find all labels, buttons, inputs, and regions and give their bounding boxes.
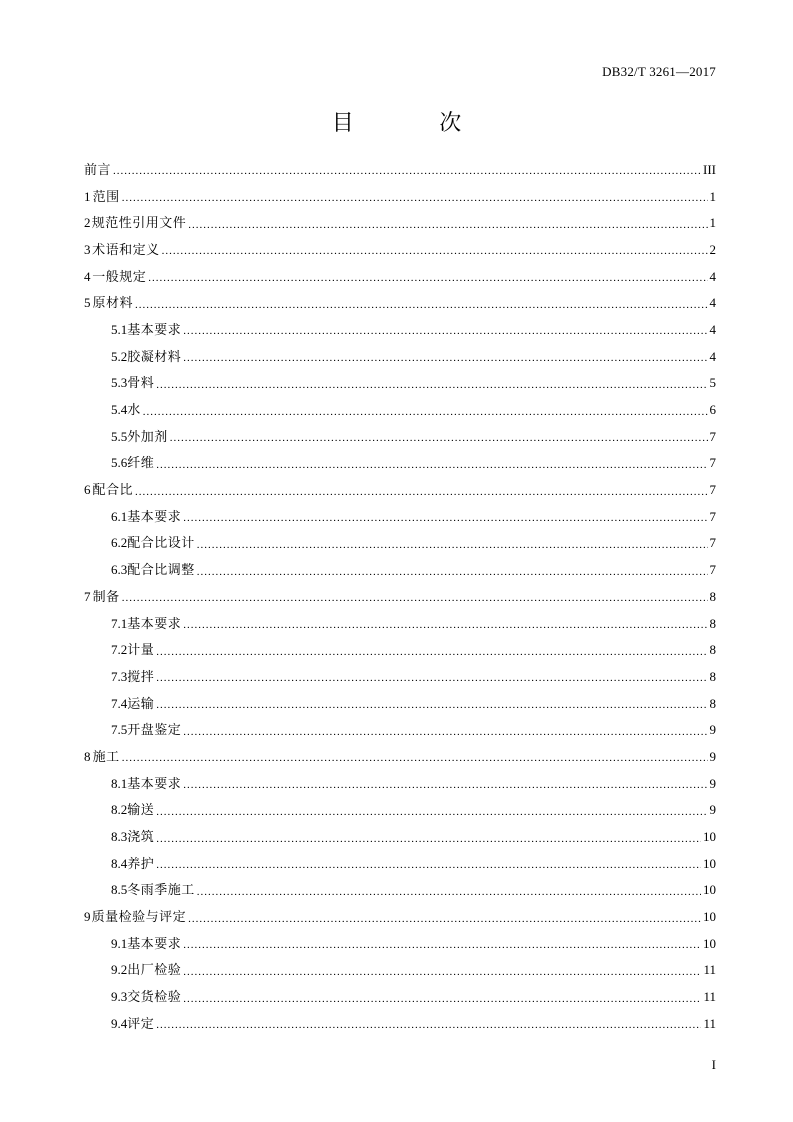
toc-leader-dots: [122, 190, 708, 204]
toc-entry-number: 8: [84, 748, 91, 764]
toc-entry-number: 5.5: [111, 428, 128, 444]
toc-entry[interactable]: [84, 823, 716, 850]
toc-entry-number: 9.4: [111, 1015, 128, 1031]
toc-entry-label: 施工: [92, 748, 120, 764]
toc-leader-dots: [156, 670, 707, 684]
toc-entry-page: 4: [709, 295, 716, 311]
toc-entry[interactable]: [84, 343, 716, 370]
toc-leader-dots: [170, 430, 708, 444]
toc-leader-dots: [143, 404, 708, 418]
toc-entry-page: 10: [703, 882, 716, 898]
toc-entry-number: 6.1: [111, 508, 128, 524]
toc-entry[interactable]: [84, 690, 716, 717]
toc-entry[interactable]: [84, 209, 716, 236]
toc-entry-number: 5.2: [111, 348, 128, 364]
toc-entry[interactable]: [84, 370, 716, 397]
toc-entry-page: 9: [709, 722, 716, 738]
toc-entry-number: 5.3: [111, 375, 128, 391]
table-of-contents: [84, 156, 716, 1037]
toc-entry-page: 10: [703, 909, 716, 925]
toc-entry-number: 7.4: [111, 695, 128, 711]
toc-leader-dots: [183, 964, 701, 978]
toc-entry[interactable]: [84, 583, 716, 610]
toc-entry-page: 11: [703, 962, 716, 978]
toc-entry[interactable]: [84, 610, 716, 637]
toc-entry[interactable]: [84, 850, 716, 877]
toc-entry-label: 浇筑: [127, 829, 155, 845]
toc-entry-number: 1: [84, 188, 91, 204]
toc-entry-number: 5.6: [111, 455, 128, 471]
toc-entry-page: 7: [709, 455, 716, 471]
toc-entry-label: 交货检验: [127, 989, 182, 1005]
toc-entry-number: 4: [84, 268, 91, 284]
toc-leader-dots: [122, 750, 708, 764]
toc-entry[interactable]: [84, 396, 716, 423]
toc-entry-label: 评定: [127, 1015, 155, 1031]
toc-leader-dots: [135, 484, 708, 498]
toc-leader-dots: [197, 564, 708, 578]
toc-entry-label: 范围: [92, 188, 120, 204]
toc-entry-label: 质量检验与评定: [91, 909, 187, 925]
toc-entry[interactable]: [84, 503, 716, 530]
toc-entry[interactable]: [84, 1010, 716, 1037]
toc-leader-dots: [183, 777, 707, 791]
toc-entry-page: 9: [709, 802, 716, 818]
toc-entry-page: 8: [709, 695, 716, 711]
toc-entry[interactable]: [84, 263, 716, 290]
toc-leader-dots: [156, 457, 707, 471]
toc-entry-label: 开盘鉴定: [127, 722, 182, 738]
toc-entry-label: 输送: [127, 802, 155, 818]
toc-entry[interactable]: [84, 957, 716, 984]
toc-leader-dots: [135, 297, 708, 311]
toc-leader-dots: [183, 724, 707, 738]
toc-entry[interactable]: [84, 450, 716, 477]
toc-entry[interactable]: [84, 556, 716, 583]
toc-leader-dots: [197, 537, 708, 551]
toc-entry-number: 7.5: [111, 722, 128, 738]
toc-entry-label: 骨料: [127, 375, 155, 391]
toc-leader-dots: [162, 243, 708, 257]
toc-entry-label: 配合比调整: [127, 562, 195, 578]
toc-entry-page: 8: [709, 588, 716, 604]
toc-entry-number: 5: [84, 295, 91, 311]
toc-entry-page: 10: [703, 829, 716, 845]
toc-leader-dots: [197, 884, 701, 898]
toc-entry[interactable]: [84, 423, 716, 450]
toc-entry-page: 7: [709, 482, 716, 498]
toc-entry-number: 6: [84, 482, 91, 498]
toc-entry-page: 4: [709, 268, 716, 284]
toc-entry-label: 基本要求: [127, 935, 182, 951]
toc-leader-dots: [148, 270, 707, 284]
toc-entry-label: 配合比设计: [127, 535, 195, 551]
toc-entry-page: 11: [703, 1015, 716, 1031]
toc-entry-label: 基本要求: [127, 615, 182, 631]
toc-entry-label: 配合比: [92, 482, 133, 498]
toc-entry-label: 规范性引用文件: [91, 215, 187, 231]
toc-leader-dots: [183, 323, 707, 337]
toc-leader-dots: [156, 1017, 701, 1031]
toc-entry-label: 胶凝材料: [127, 348, 182, 364]
toc-entry-label: 术语和定义: [92, 241, 160, 257]
toc-entry[interactable]: [84, 663, 716, 690]
toc-entry-page: 4: [709, 321, 716, 337]
toc-entry-label: 水: [127, 402, 141, 418]
toc-entry-label: 养护: [127, 855, 155, 871]
toc-entry-number: 8.2: [111, 802, 128, 818]
toc-entry[interactable]: [84, 930, 716, 957]
toc-entry[interactable]: [84, 156, 716, 183]
toc-leader-dots: [183, 991, 701, 1005]
toc-entry-page: 7: [709, 428, 716, 444]
toc-entry-number: 9: [84, 909, 91, 925]
toc-entry[interactable]: [84, 183, 716, 210]
toc-entry-number: 2: [84, 215, 91, 231]
toc-entry-label: 纤维: [127, 455, 155, 471]
toc-entry-page: 10: [703, 935, 716, 951]
toc-entry-number: 5.1: [111, 321, 128, 337]
toc-leader-dots: [156, 377, 707, 391]
toc-entry[interactable]: [84, 236, 716, 263]
document-code: DB32/T 3261—2017: [602, 64, 716, 79]
toc-entry-number: 6.3: [111, 562, 128, 578]
toc-entry[interactable]: [84, 877, 716, 904]
toc-entry-page: 5: [709, 375, 716, 391]
toc-entry-number: 7: [84, 588, 91, 604]
toc-entry-page: 2: [709, 241, 716, 257]
toc-leader-dots: [183, 937, 701, 951]
toc-entry-label: 冬雨季施工: [127, 882, 195, 898]
toc-leader-dots: [156, 857, 701, 871]
toc-entry-page: 7: [709, 535, 716, 551]
toc-leader-dots: [183, 617, 707, 631]
toc-entry-number: 8.1: [111, 775, 128, 791]
toc-entry-page: 8: [709, 642, 716, 658]
toc-entry-page: 11: [703, 989, 716, 1005]
toc-entry[interactable]: [84, 636, 716, 663]
toc-entry[interactable]: [84, 716, 716, 743]
toc-entry[interactable]: [84, 476, 716, 503]
toc-entry[interactable]: [84, 316, 716, 343]
toc-entry-number: 3: [84, 241, 91, 257]
toc-leader-dots: [156, 804, 707, 818]
page-number: I: [711, 1057, 716, 1072]
toc-entry-page: 1: [709, 215, 716, 231]
toc-entry-label: 基本要求: [127, 508, 182, 524]
toc-entry-page: 7: [709, 508, 716, 524]
toc-entry-number: 9.3: [111, 989, 128, 1005]
toc-entry-page: 8: [709, 615, 716, 631]
toc-leader-dots: [183, 350, 707, 364]
toc-entry-page: 8: [709, 668, 716, 684]
toc-entry[interactable]: [84, 770, 716, 797]
toc-entry-page: 4: [709, 348, 716, 364]
toc-leader-dots: [188, 911, 701, 925]
toc-entry-number: 7.3: [111, 668, 128, 684]
toc-entry[interactable]: [84, 983, 716, 1010]
toc-entry-label: 制备: [92, 588, 120, 604]
toc-entry-page: 6: [709, 402, 716, 418]
toc-entry-number: 7.2: [111, 642, 128, 658]
toc-entry-number: 9.2: [111, 962, 128, 978]
toc-entry-label: 计量: [127, 642, 155, 658]
toc-entry[interactable]: [84, 530, 716, 557]
toc-entry[interactable]: [84, 743, 716, 770]
toc-entry-number: 9.1: [111, 935, 128, 951]
toc-entry-page: 9: [709, 775, 716, 791]
toc-entry-page: 1: [709, 188, 716, 204]
toc-leader-dots: [113, 163, 701, 177]
toc-leader-dots: [156, 697, 707, 711]
toc-entry-page: 7: [709, 562, 716, 578]
toc-entry-label: 前言: [84, 161, 112, 177]
toc-entry-page: III: [703, 161, 716, 177]
toc-leader-dots: [156, 644, 707, 658]
toc-entry[interactable]: [84, 289, 716, 316]
toc-entry-page: 9: [709, 748, 716, 764]
toc-entry-page: 10: [703, 855, 716, 871]
toc-entry-label: 运输: [127, 695, 155, 711]
toc-entry-number: 8.3: [111, 829, 128, 845]
toc-entry-number: 5.4: [111, 402, 128, 418]
toc-entry-label: 基本要求: [127, 321, 182, 337]
toc-entry-number: 8.5: [111, 882, 128, 898]
toc-entry-number: 7.1: [111, 615, 128, 631]
toc-leader-dots: [183, 510, 707, 524]
toc-entry-number: 6.2: [111, 535, 128, 551]
toc-entry-label: 外加剂: [127, 428, 168, 444]
toc-leader-dots: [156, 831, 701, 845]
toc-entry[interactable]: [84, 797, 716, 824]
toc-entry-label: 基本要求: [127, 775, 182, 791]
toc-leader-dots: [188, 217, 707, 231]
toc-entry-number: 8.4: [111, 855, 128, 871]
toc-entry-label: 搅拌: [127, 668, 155, 684]
toc-entry-label: 原材料: [92, 295, 133, 311]
toc-entry-label: 出厂检验: [127, 962, 182, 978]
toc-entry-label: 一般规定: [92, 268, 147, 284]
toc-leader-dots: [122, 590, 708, 604]
page-title: 目 次: [331, 110, 502, 135]
toc-entry[interactable]: [84, 903, 716, 930]
